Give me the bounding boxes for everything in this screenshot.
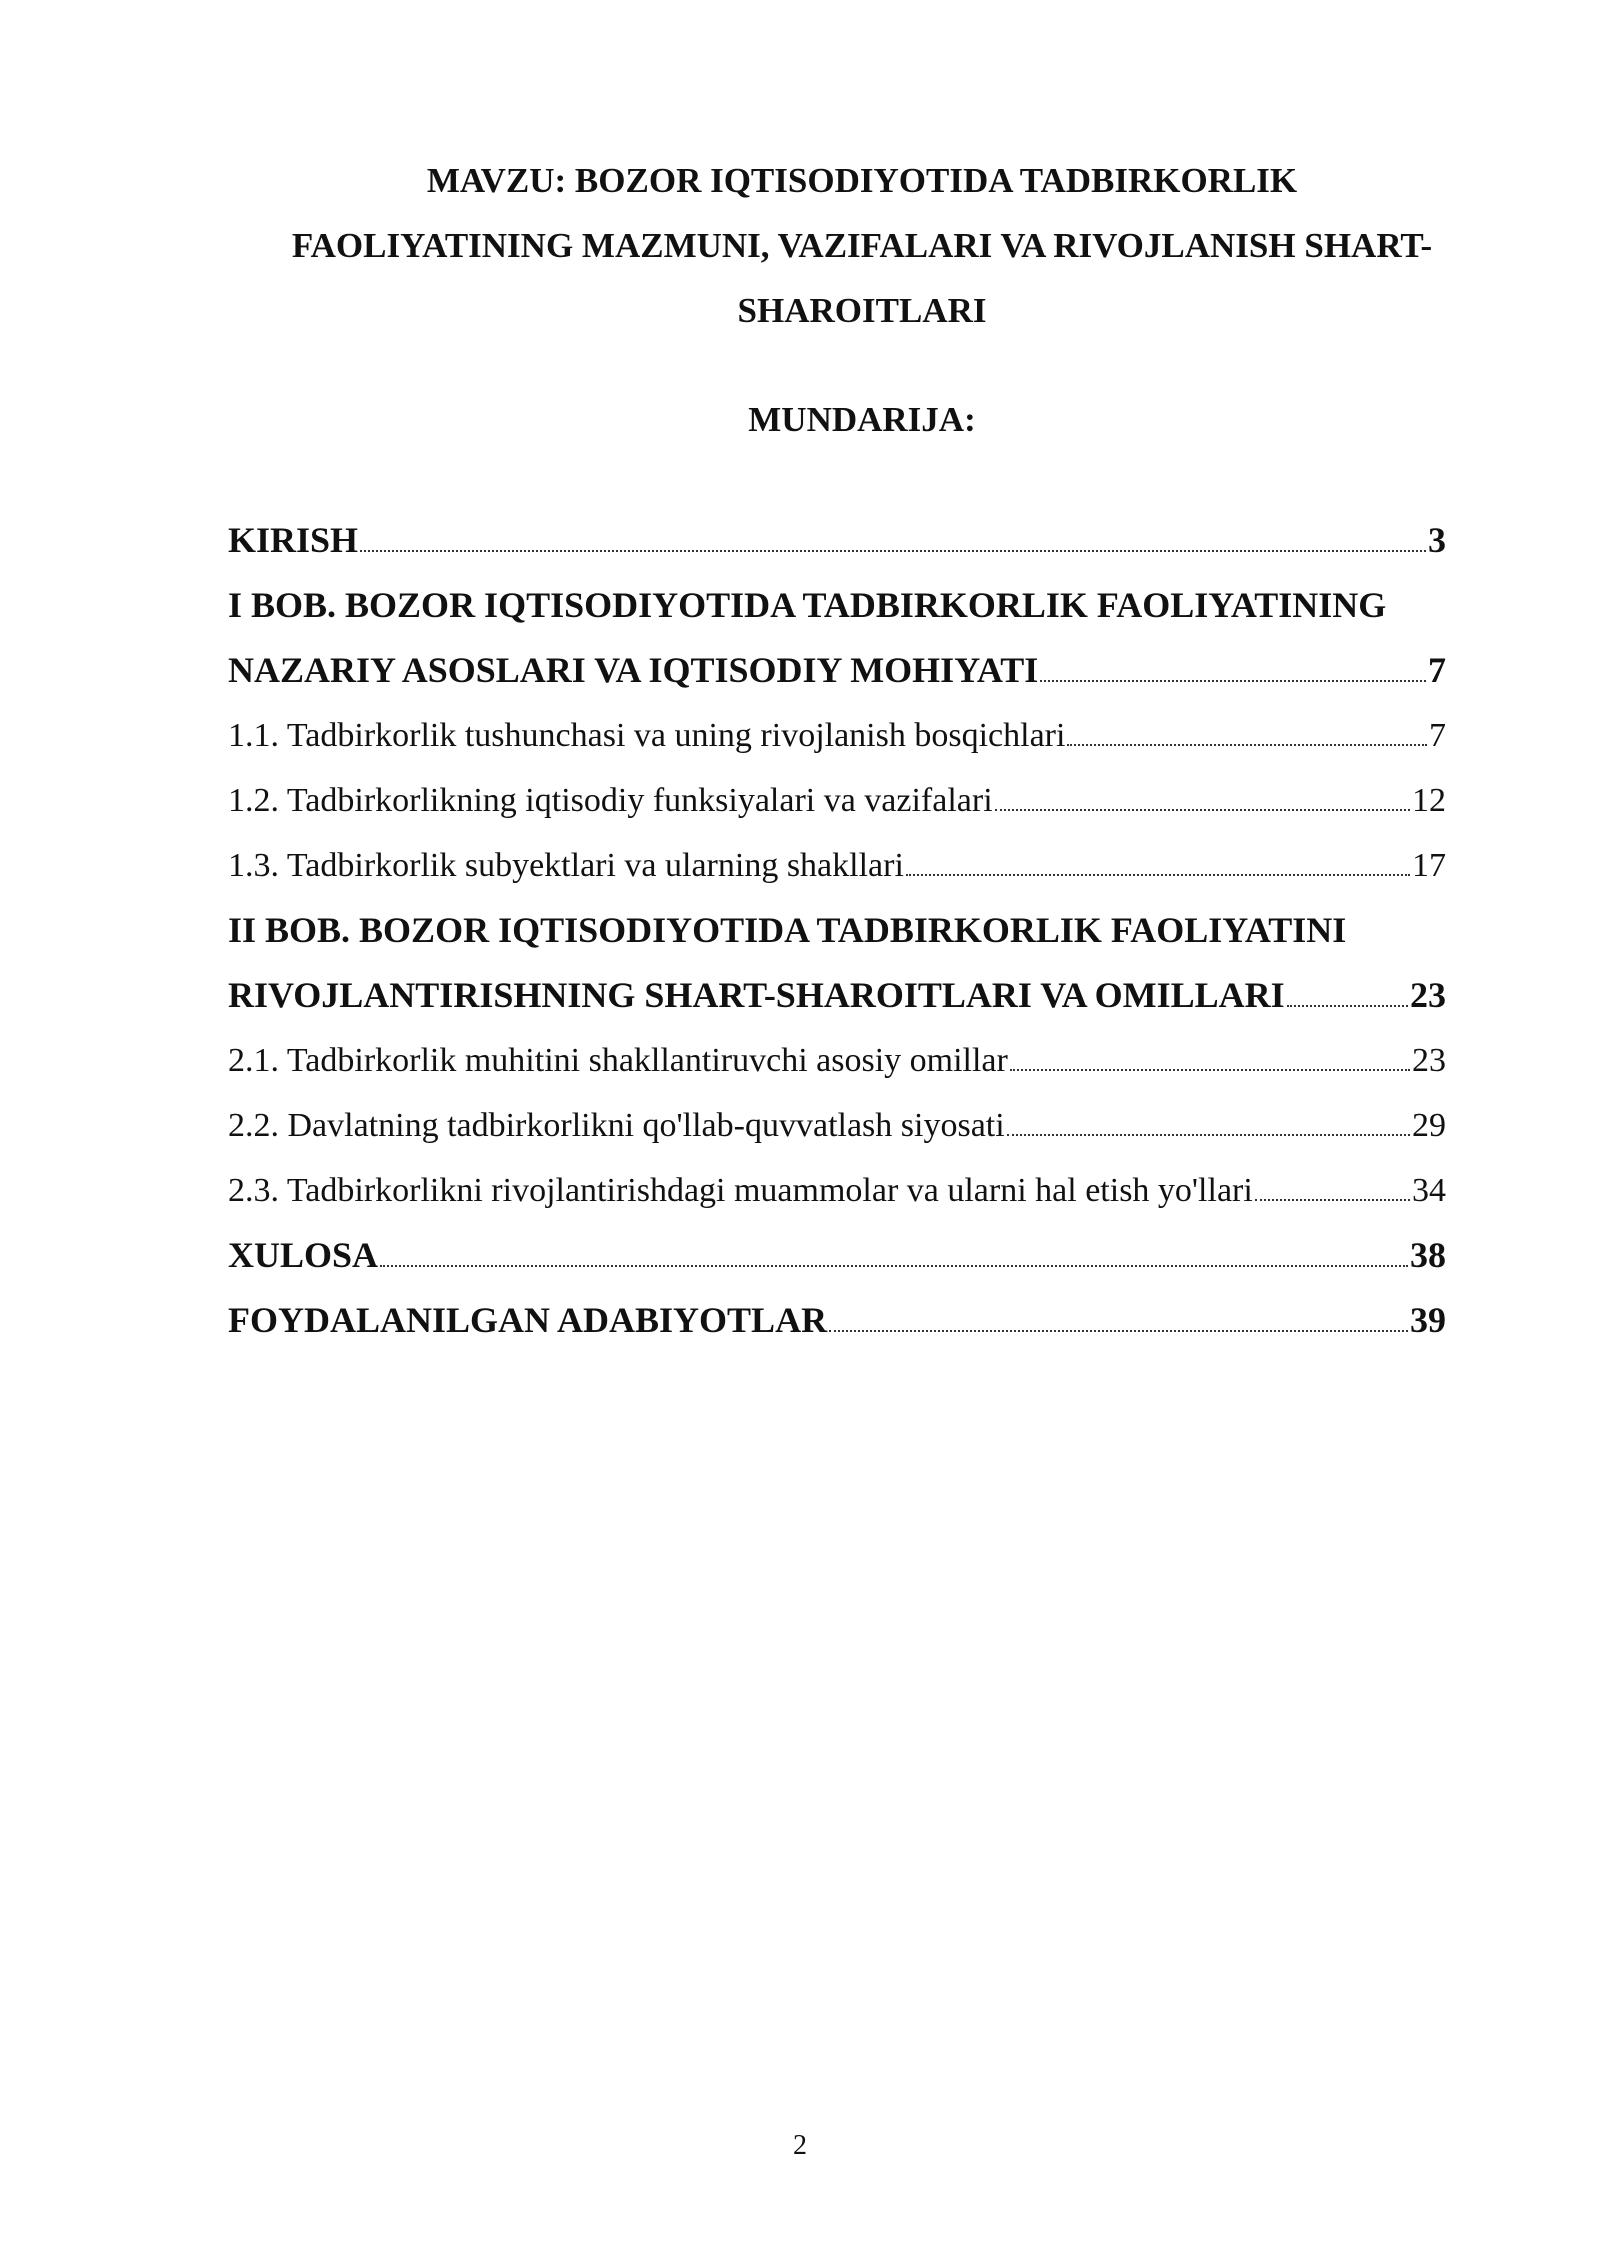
toc-entry-section-2-1 [228, 1028, 1446, 1093]
dot-leader [380, 1265, 1408, 1267]
toc-page-number: 38 [1410, 1235, 1446, 1275]
toc-page-number: 17 [1412, 847, 1446, 884]
toc-page-number: 7 [1429, 717, 1446, 754]
toc-line [228, 1158, 1446, 1223]
table-of-contents [228, 508, 1446, 1353]
toc-entry-title: RIVOJLANTIRISHNING SHART-SHAROITLARI VA OMILLARI [228, 975, 1285, 1015]
toc-entry-title: 2.3. Tadbirkorlikni rivojlantirishdagi muammolar va ularni hal etish yo'llari [228, 1172, 1253, 1209]
dot-leader [995, 809, 1410, 811]
toc-page-number: 7 [1428, 650, 1446, 690]
dot-leader [1007, 1134, 1410, 1136]
toc-line [228, 508, 1446, 573]
dot-leader [1010, 1069, 1410, 1071]
toc-line [228, 768, 1446, 833]
toc-page-number: 3 [1428, 520, 1446, 560]
dot-leader [1040, 680, 1426, 682]
topic-title-line-1: MAVZU: BOZOR IQTISODIYOTIDA TADBIRKORLIK [426, 161, 1298, 200]
dot-leader [1067, 744, 1427, 746]
toc-line [228, 1223, 1446, 1288]
toc-entry-title: KIRISH [228, 520, 359, 560]
toc-entry-title: FOYDALANILGAN ADABIYOTLAR [228, 1300, 828, 1340]
toc-page-number: 23 [1410, 975, 1446, 1015]
toc-entry-title: NAZARIY ASOSLARI VA IQTISODIY MOHIYATI [228, 650, 1039, 690]
dot-leader [1255, 1199, 1410, 1201]
toc-entry-xulosa [228, 1223, 1446, 1288]
toc-entry-title: 2.1. Tadbirkorlik muhitini shakllantiruvchi asosiy omillar [228, 1042, 1008, 1079]
toc-entry-title-line-1: I BOB. BOZOR IQTISODIYOTIDA TADBIRKORLIK FAOLIYATINING [228, 585, 1387, 625]
toc-entry-title: XULOSA [228, 1235, 379, 1275]
toc-entry-title: 1.2. Tadbirkorlikning iqtisodiy funksiyalari va vazifalari [228, 782, 993, 819]
topic-title-line-3: SHAROITLARI [737, 291, 987, 330]
toc-entry-section-2-3 [228, 1158, 1446, 1223]
topic-title-line-2: FAOLIYATINING MAZMUNI, VAZIFALARI VA RIVOJLANISH SHART- [291, 226, 1433, 265]
toc-heading: MUNDARIJA: [748, 400, 976, 439]
toc-entry-chapter-2 [228, 898, 1446, 1028]
toc-page-number: 12 [1412, 782, 1446, 819]
toc-entry-title: 2.2. Davlatning tadbirkorlikni qo'llab-quvvatlash siyosati [228, 1107, 1005, 1144]
toc-entry-section-1-2 [228, 768, 1446, 833]
toc-line [228, 703, 1446, 768]
toc-entry-kirish [228, 508, 1446, 573]
toc-line [228, 638, 1446, 703]
dot-leader [906, 874, 1410, 876]
dot-leader [360, 550, 1426, 552]
topic-title [228, 148, 1496, 343]
toc-entry-title: 1.3. Tadbirkorlik subyektlari va ularning shakllari [228, 847, 904, 884]
toc-entry-section-1-3 [228, 833, 1446, 898]
toc-line [228, 1288, 1446, 1353]
toc-page-number: 23 [1412, 1042, 1446, 1079]
toc-page-number: 39 [1410, 1300, 1446, 1340]
toc-entry-section-2-2 [228, 1093, 1446, 1158]
toc-page-number: 34 [1412, 1172, 1446, 1209]
toc-line [228, 833, 1446, 898]
toc-entry-title: 1.1. Tadbirkorlik tushunchasi va uning rivojlanish bosqichlari [228, 717, 1066, 754]
toc-line [228, 1028, 1446, 1093]
toc-entry-chapter-1 [228, 573, 1446, 703]
toc-page-number: 29 [1412, 1107, 1446, 1144]
toc-line [228, 963, 1446, 1028]
toc-entry-title-line-1: II BOB. BOZOR IQTISODIYOTIDA TADBIRKORLIK FAOLIYATINI [228, 910, 1347, 950]
page-number: 2 [793, 2130, 807, 2161]
dot-leader [829, 1330, 1408, 1332]
dot-leader [1287, 1005, 1408, 1007]
toc-entry-references [228, 1288, 1446, 1353]
toc-entry-section-1-1 [228, 703, 1446, 768]
toc-line [228, 1093, 1446, 1158]
